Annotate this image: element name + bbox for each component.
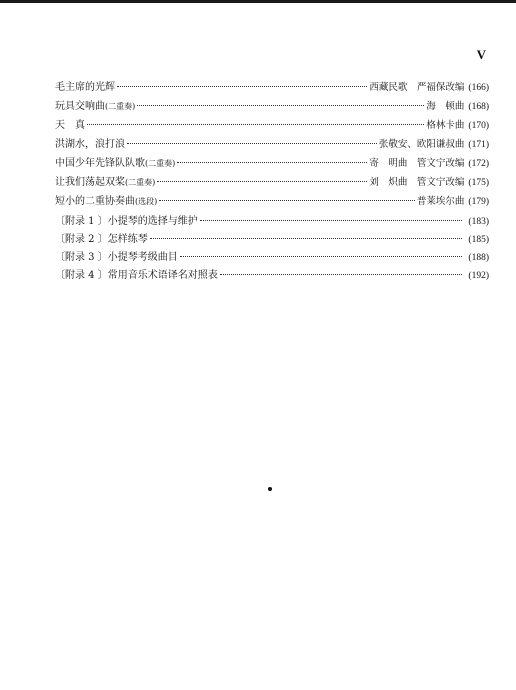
- toc-entry-page: (168): [468, 102, 489, 112]
- toc-entry[interactable]: [55, 116, 489, 135]
- toc-entry[interactable]: [55, 135, 489, 154]
- appendix-entry-page: (188): [468, 253, 489, 263]
- dot-leader: [87, 124, 424, 125]
- dot-leader: [177, 162, 367, 163]
- toc-entry-title: 毛主席的光辉: [55, 82, 115, 93]
- appendix-entry-page: (192): [468, 271, 489, 281]
- toc-entry[interactable]: [55, 154, 489, 173]
- toc-entry-page: (171): [468, 140, 489, 150]
- dot-leader: [159, 200, 415, 201]
- dot-leader: [117, 86, 367, 87]
- dot-leader: [150, 238, 463, 239]
- dot-leader: [220, 274, 463, 275]
- toc-entry-title: 让我们荡起双桨(二重奏): [55, 177, 156, 188]
- dot-leader: [157, 181, 367, 182]
- appendix-entry-title: 〔附录 4 〕常用音乐术语译名对照表: [55, 270, 218, 281]
- toc-entry-author: 西藏民歌 严福保改编: [369, 82, 465, 93]
- toc-entry-title: 短小的二重协奏曲(选段): [55, 196, 158, 207]
- toc-entry[interactable]: [55, 173, 489, 192]
- toc-entry-page: (179): [468, 197, 489, 207]
- dot-leader: [137, 105, 424, 106]
- appendix-entry[interactable]: [55, 249, 489, 267]
- toc-entry-title: 洪湖水，浪打浪: [55, 139, 125, 150]
- appendix-entry[interactable]: [55, 231, 489, 249]
- toc-entry-page: (175): [468, 178, 489, 188]
- toc-entry[interactable]: [55, 192, 489, 211]
- toc-entry-page: (166): [468, 83, 489, 93]
- toc-entry-title: 天 真: [55, 120, 85, 131]
- appendix-entry-title: 〔附录 2 〕怎样练琴: [55, 234, 148, 245]
- page-number: V: [476, 47, 486, 62]
- toc-entry-page: (172): [468, 159, 489, 169]
- dot-leader: [200, 220, 463, 221]
- toc-entry[interactable]: [55, 78, 489, 97]
- toc-main-list: [55, 78, 489, 211]
- appendix-entry-page: (183): [468, 217, 489, 227]
- toc-appendix-list: [55, 213, 489, 285]
- dot-leader: [127, 143, 377, 144]
- toc-entry[interactable]: [55, 97, 489, 116]
- toc-entry-author: 普莱埃尔曲: [416, 196, 465, 207]
- top-border-rule: [0, 0, 516, 3]
- appendix-entry[interactable]: [55, 213, 489, 231]
- toc-entry-author: 刘 炽曲 管文宁改编: [369, 177, 465, 188]
- center-dot-mark: [268, 487, 272, 491]
- dot-leader: [180, 256, 463, 257]
- appendix-entry-title: 〔附录 1 〕小提琴的选择与维护: [55, 216, 198, 227]
- toc-entry-author: 海 顿曲: [426, 101, 465, 112]
- appendix-entry-title: 〔附录 3 〕小提琴考级曲目: [55, 252, 178, 263]
- toc-entry-author: 寄 明曲 管文宁改编: [369, 158, 465, 169]
- toc-entry-author: 格林卡曲: [426, 120, 465, 131]
- toc-entry-title: 玩具交响曲(二重奏): [55, 101, 136, 112]
- toc-entry-page: (170): [468, 121, 489, 131]
- toc-entry-title: 中国少年先锋队队歌(二重奏): [55, 158, 176, 169]
- toc-entry-author: 张敬安、欧阳谦叔曲: [378, 139, 465, 150]
- appendix-entry[interactable]: [55, 267, 489, 285]
- appendix-entry-page: (185): [468, 235, 489, 245]
